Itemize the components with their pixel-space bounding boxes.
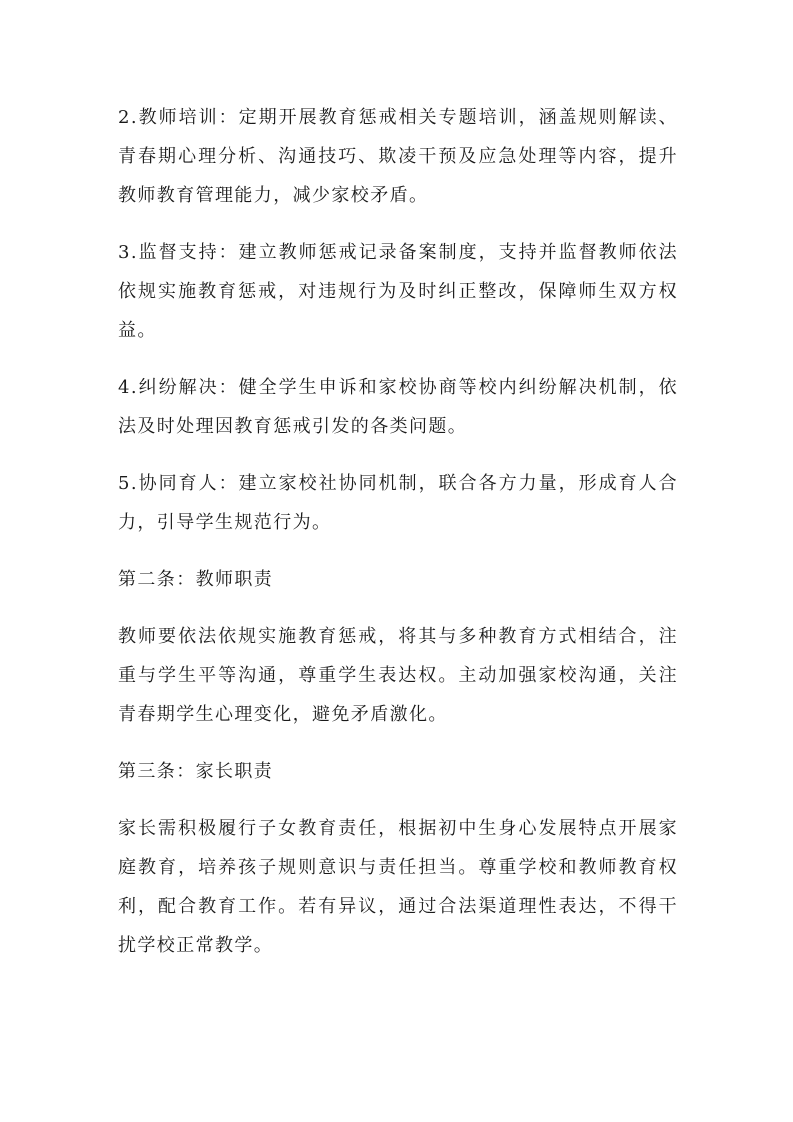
article-3-body: 家长需积极履行子女教育责任，根据初中生身心发展特点开展家庭教育，培养孩子规则意识与责任担当。尊重学校和教师教育权利，配合教育工作。若有异议，通过合法渠道理性表达，不得干扰学校正常教学。 [118, 818, 678, 956]
paragraph-dispute-resolution: 4.纠纷解决：健全学生申诉和家校协商等校内纠纷解决机制，依法及时处理因教育惩戒引发的各类问题。 [118, 377, 678, 437]
paragraph-teacher-training: 2.教师培训：定期开展教育惩戒相关专题培训，涵盖规则解读、青春期心理分析、沟通技巧、欺凌干预及应急处理等内容，提升教师教育管理能力，减少家校矛盾。 [118, 107, 678, 206]
paragraph-collaborative-education: 5.协同育人：建立家校社协同机制，联合各方力量，形成育人合力，引导学生规范行为。 [118, 473, 678, 533]
paragraph-supervision-support: 3.监督支持：建立教师惩戒记录备案制度，支持并监督教师依法依规实施教育惩戒，对违规行为及时纠正整改，保障师生双方权益。 [118, 242, 678, 341]
article-3-heading: 第三条：家长职责 [118, 761, 274, 782]
article-2-body: 教师要依法依规实施教育惩戒，将其与多种教育方式相结合，注重与学生平等沟通，尊重学生表达权。主动加强家校沟通，关注青春期学生心理变化，避免矛盾激化。 [118, 626, 678, 725]
document-content [118, 98, 678, 983]
article-2-heading: 第二条：教师职责 [118, 569, 274, 590]
